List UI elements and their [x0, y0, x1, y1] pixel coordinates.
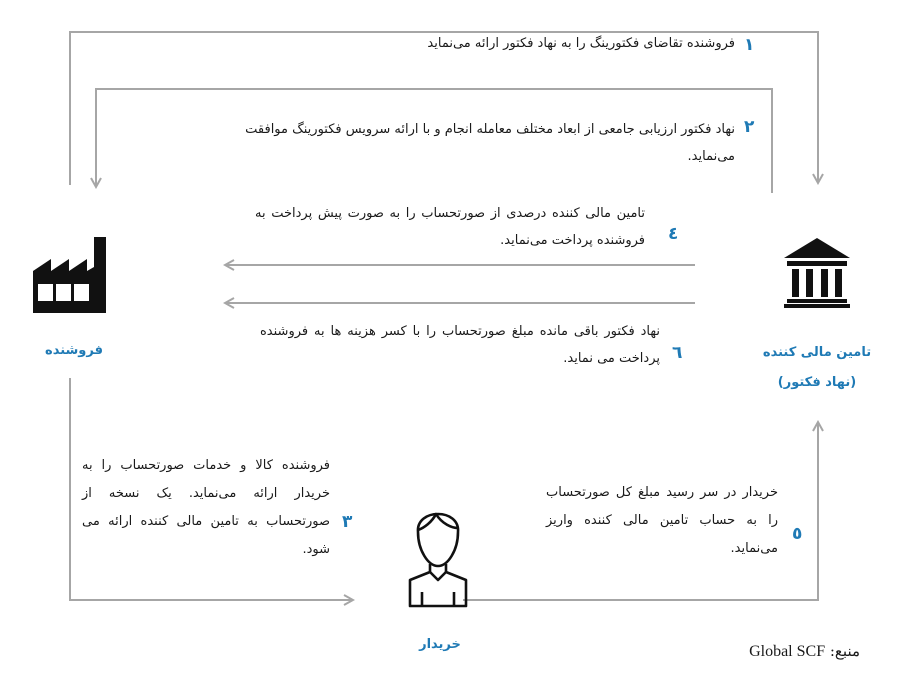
- financier-label: [742, 338, 892, 398]
- factory-icon: [33, 237, 113, 313]
- step-5-number: ٥: [792, 524, 803, 544]
- step-3-number: ٣: [342, 512, 353, 532]
- step-2-number: ٢: [744, 117, 755, 137]
- step-6-number: ٦: [672, 343, 683, 363]
- bank-icon: [782, 238, 852, 308]
- financier-label-line2: (نهاد فکتور): [777, 375, 857, 390]
- seller-label: فروشنده: [45, 343, 103, 358]
- buyer-label: خریدار: [419, 637, 461, 652]
- step-4-text: تامین مالی کننده درصدی از صورتحساب را به صورت پیش پرداخت به فروشنده پرداخت می‌نماید.: [255, 206, 645, 248]
- step-3-text: فروشنده کالا و خدمات صورتحساب را به خریدار ارائه می‌نماید. یک نسخه از صورتحساب به تامین مالی کننده ارائه می شود.: [82, 458, 330, 557]
- step-1-text: فروشنده تقاضای فکتورینگ را به نهاد فکتور ارائه می‌نماید: [427, 36, 735, 51]
- step-4-number: ٤: [668, 224, 679, 244]
- step-2-text: نهاد فکتور ارزیابی جامعی از ابعاد مختلف معامله انجام و با ارائه سرویس فکتورینگ موافقت می‌نماید.: [245, 122, 735, 164]
- step-6-text: نهاد فکتور باقی مانده مبلغ صورتحساب را با کسر هزینه ها به فروشنده پرداخت می نماید.: [260, 324, 660, 366]
- step-5-text: خریدار در سر رسید مبلغ کل صورتحساب را به حساب تامین مالی کننده واریز می‌نماید.: [546, 485, 778, 556]
- source-label: منبع:: [829, 642, 860, 660]
- step-1-number: ١: [744, 35, 755, 55]
- source-value: Global SCF: [749, 643, 826, 660]
- financier-label-line1: تامین مالی کننده: [762, 345, 872, 360]
- source-note: [700, 642, 860, 661]
- person-icon: [406, 500, 470, 608]
